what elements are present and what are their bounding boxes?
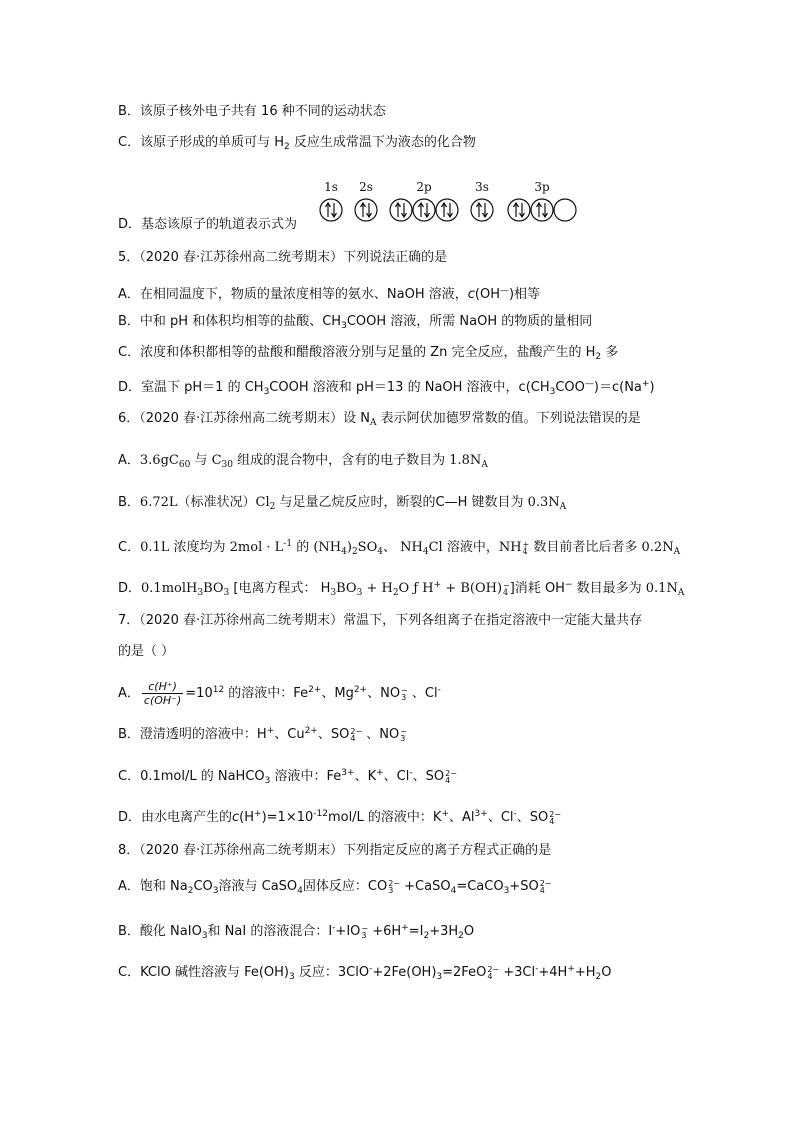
ratio-fraction: $\frac{c(H^+)}{c(OH^-)}$ [143, 680, 182, 707]
orbital-circle [320, 199, 342, 221]
q8-option-b: B．酸化 NaIO$_3$和 NaI 的溶液混合：I-+IO − 3 $+6H^+=I_2+3H_2O$ [118, 923, 475, 941]
q5-option-a: A．在相同温度下，物质的量浓度相等的氨水、NaOH 溶液，c(OH—)相等 [118, 286, 541, 302]
q8-option-c: C．KClO 碱性溶液与 $Fe(OH)_3$ 反应：$3ClO^-+2Fe(OH)_3=2FeO$ 2− 4 $+3Cl^-+4H^++H_2O$ [118, 964, 612, 982]
orbital-circle [554, 199, 576, 221]
q8-option-a: A．饱和 $Na_2CO_3$溶液与 CaSO$_4$固体反应：CO 2− 3 +CaSO$_4$=CaCO$_3$+SO 2− 4 [118, 878, 552, 896]
q4-option-d: D．基态该原子的轨道表示式为 [118, 217, 298, 232]
orbital-circle [508, 199, 530, 221]
orbital-circle [436, 199, 458, 221]
orbital-label-2p: 2p [416, 180, 432, 194]
orbital-circle [355, 199, 377, 221]
orbital-circle [471, 199, 493, 221]
q7-stem-line1: 7．（2020 春·江苏徐州高二统考期末）常温下，下列各组离子在指定溶液中一定能大量共存 [118, 613, 643, 628]
q6-option-c: C．0.1L 浓度均为 $2mol \cdot L^{-1}$ 的 $(NH_4)_2SO_4$、 $NH_4Cl$ 溶液中，NH + 4 数目前者比后者多 $0.2N_A$ [118, 539, 681, 557]
q6-option-b: B．6.72L（标准状况）$Cl_2$ 与足量乙烷反应时，断裂的C—H 键数目为 $0.3N_A$ [118, 495, 567, 512]
orbital-circle [531, 199, 553, 221]
q4-option-b: B．该原子核外电子共有 16 种不同的运动状态 [118, 104, 386, 119]
q6-option-a: A．$3.6gC_{60}$ 与 $C_{30}$ 组成的混合物中，含有的电子数目为 $1.8N_A$ [118, 453, 488, 470]
orbital-label-3s: 3s [475, 180, 489, 194]
q5-option-c: C．浓度和体积都相等的盐酸和醋酸溶液分别与足量的 Zn 完全反应，盐酸产生的 $H_2$ 多 [118, 345, 619, 362]
orbital-label-3p: 3p [534, 180, 550, 194]
orbital-circles [320, 199, 576, 221]
orbital-label-1s: 1s [324, 180, 338, 194]
q7-stem-line2: 的是（ ） [118, 644, 175, 659]
q5-option-d: D．室温下 pH＝1 的 $CH_3COOH$ 溶液和 pH＝13 的 NaOH 溶液中，$c(CH_3COO^—)=c(Na^+)$ [118, 379, 655, 397]
q8-stem: 8．（2020 春·江苏徐州高二统考期末）下列指定反应的离子方程式正确的是 [118, 843, 552, 858]
q6-stem: 6．（2020 春·江苏徐州高二统考期末）设 $N_A$ 表示阿伏加德罗常数的值。下列说法错误的是 [118, 411, 641, 428]
orbital-circle [390, 199, 412, 221]
orbital-diagram [314, 180, 584, 224]
q6-option-d: D．$0.1molH_3BO_3$ [电离方程式： $H_3BO_3 + H_2O$ ƒ H+ + B(OH) − 4 ]消耗 OH− 数目最多为 $0.1N_A$ [118, 580, 685, 598]
orbital-label-2s: 2s [359, 180, 373, 194]
q5-stem: 5．（2020 春·江苏徐州高二统考期末）下列说法正确的是 [118, 250, 448, 265]
q7-option-b: B．澄清透明的溶液中：H+、$Cu^{2+}$、SO 2− 4 、NO − 3 [118, 726, 407, 743]
q5-option-b: B．中和 pH 和体积均相等的盐酸、$CH_3COOH$ 溶液，所需 NaOH 的物质的量相同 [118, 314, 593, 331]
q4-option-c: C．该原子形成的单质可与 $H_2$ 反应生成常温下为液态的化合物 [118, 135, 476, 152]
orbital-circle [413, 199, 435, 221]
q7-option-c: C．0.1mol/L 的 NaHCO$_3$ 溶液中：$Fe^{3+}$、K+、Cl-、SO 2− 4 [118, 768, 457, 786]
q7-option-a: A． $\frac{c(H^+)}{c(OH^-)}$ $=10^{12}$ 的溶液中：$Fe^{2+}$、$Mg^{2+}$、NO − 3 、Cl- [118, 680, 441, 707]
q7-option-d: D．由水电离产生的$c(H^+)=1\times 10^{-12}mol/L$ 的溶液中：K+、$Al^{3+}$、Cl-、SO 2− 4 [118, 809, 562, 826]
